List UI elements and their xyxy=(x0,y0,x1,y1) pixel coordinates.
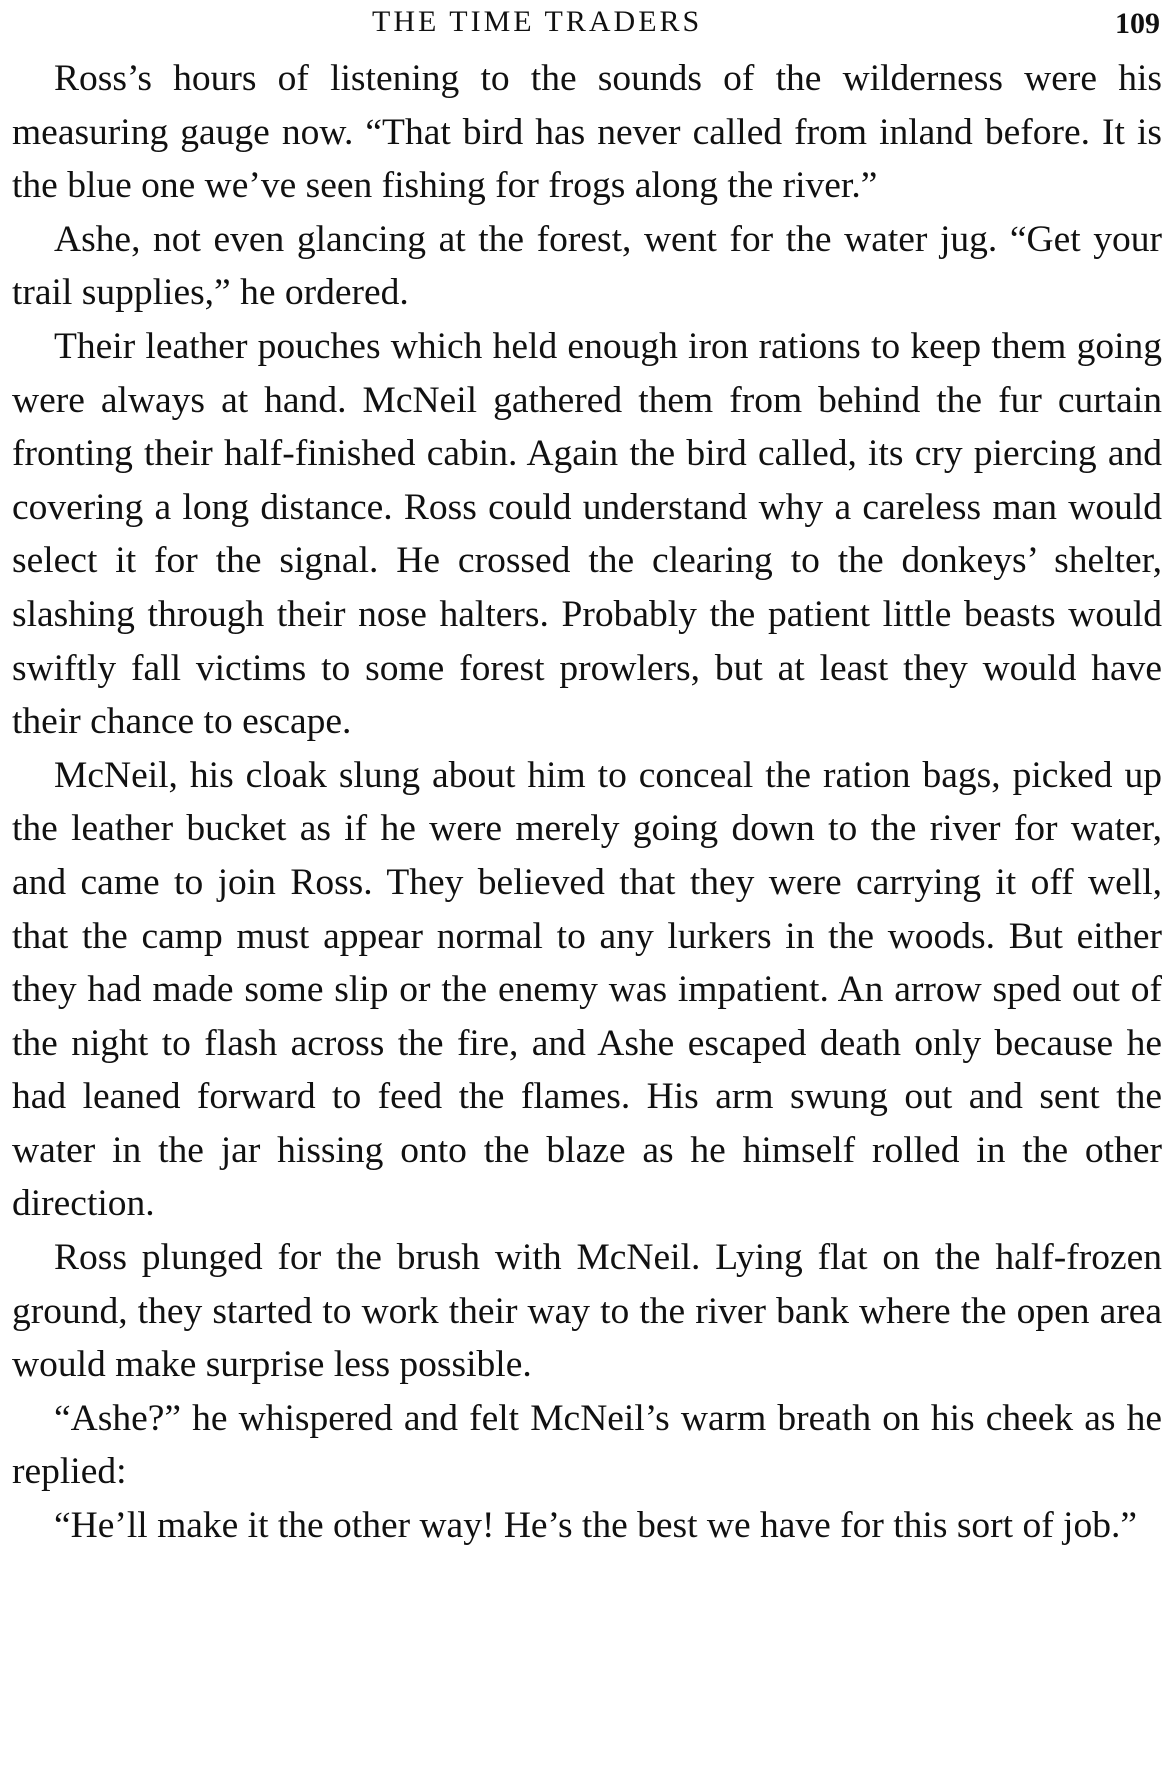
paragraph: Their leather pouches which held enough iron rations to keep them going were always at hand. McNeil gathered them from behind the fur curtain fronting their half-finished cabin. Again the bird called, its cry piercing and covering a long distance. Ross could understand why a careless man would select it for the signal. He crossed the clearing to the donkeys’ shelter, slashing through their nose halters. Probably the patient little beasts would swiftly fall victims to some forest prowlers, but at least they would have their chance to escape. xyxy=(12,325,1162,743)
body-text xyxy=(12,52,1162,1553)
book-page xyxy=(12,0,1162,1787)
paragraph: Ashe, not even glancing at the forest, went for the water jug. “Get your trail supplies,” he ordered. xyxy=(12,218,1162,314)
paragraph: “Ashe?” he whispered and felt McNeil’s warm breath on his cheek as he replied: xyxy=(12,1397,1162,1493)
page-header xyxy=(12,0,1162,44)
running-title: THE TIME TRADERS xyxy=(372,5,703,38)
paragraph: Ross plunged for the brush with McNeil. Lying flat on the half-frozen ground, they started to work their way to the river bank where the open area would make surprise less possible. xyxy=(12,1237,1162,1386)
page-number: 109 xyxy=(1115,7,1160,40)
paragraph: McNeil, his cloak slung about him to conceal the ration bags, picked up the leather bucket as if he were merely going down to the river for water, and came to join Ross. They believed that they were carrying it off well, that the camp must appear normal to any lurkers in the woods. But either they had made some slip or the enemy was impatient. An arrow sped out of the night to flash across the fire, and Ashe escaped death only because he had leaned forward to feed the flames. His arm swung out and sent the water in the jar hissing onto the blaze as he himself rolled in the other direction. xyxy=(12,754,1162,1225)
paragraph: Ross’s hours of listening to the sounds of the wilderness were his measuring gauge now. “That bird has never called from inland before. It is the blue one we’ve seen fishing for frogs along the river.” xyxy=(12,58,1162,207)
paragraph: “He’ll make it the other way! He’s the best we have for this sort of job.” xyxy=(54,1505,1137,1547)
